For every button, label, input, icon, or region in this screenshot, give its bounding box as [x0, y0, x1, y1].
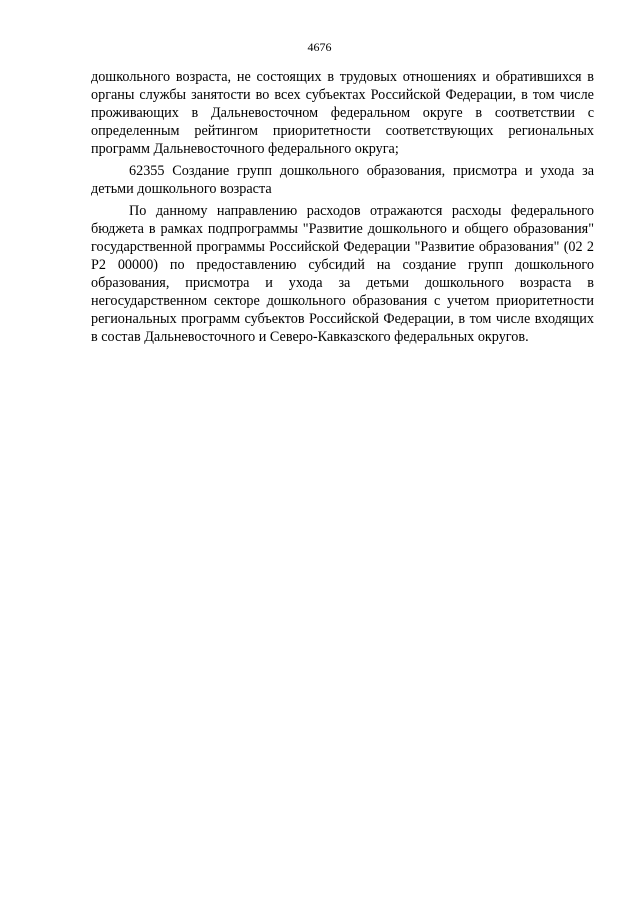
paragraph-continuation: дошкольного возраста, не состоящих в трудовых отношениях и обратившихся в органы службы занятости во всех субъектах Российской Федерации, в том числе проживающих в Дальневосточном федеральном округе в соответствии с определенным рейтингом приоритетности соответствующих региональных программ Дальневосточного федерального округа; [91, 69, 594, 157]
paragraph-code-62355: 62355 Создание групп дошкольного образования, присмотра и ухода за детьми дошкольного возраста [91, 163, 594, 197]
paragraph-description: По данному направлению расходов отражаются расходы федерального бюджета в рамках подпрограммы "Развитие дошкольного и общего образования" государственной программы Российской Федерации "Развитие образования" (02 2 P2 00000) по предоставлению субсидий на создание групп дошкольного образования, присмотра и ухода за детьми дошкольного возраста в негосударственном секторе дошкольного образования с учетом приоритетности региональных программ субъектов Российской Федерации, в том числе входящих в состав Дальневосточного и Северо-Кавказского федеральных округов. [91, 203, 594, 345]
page-number: 4676 [307, 40, 332, 54]
document-body [91, 68, 594, 350]
